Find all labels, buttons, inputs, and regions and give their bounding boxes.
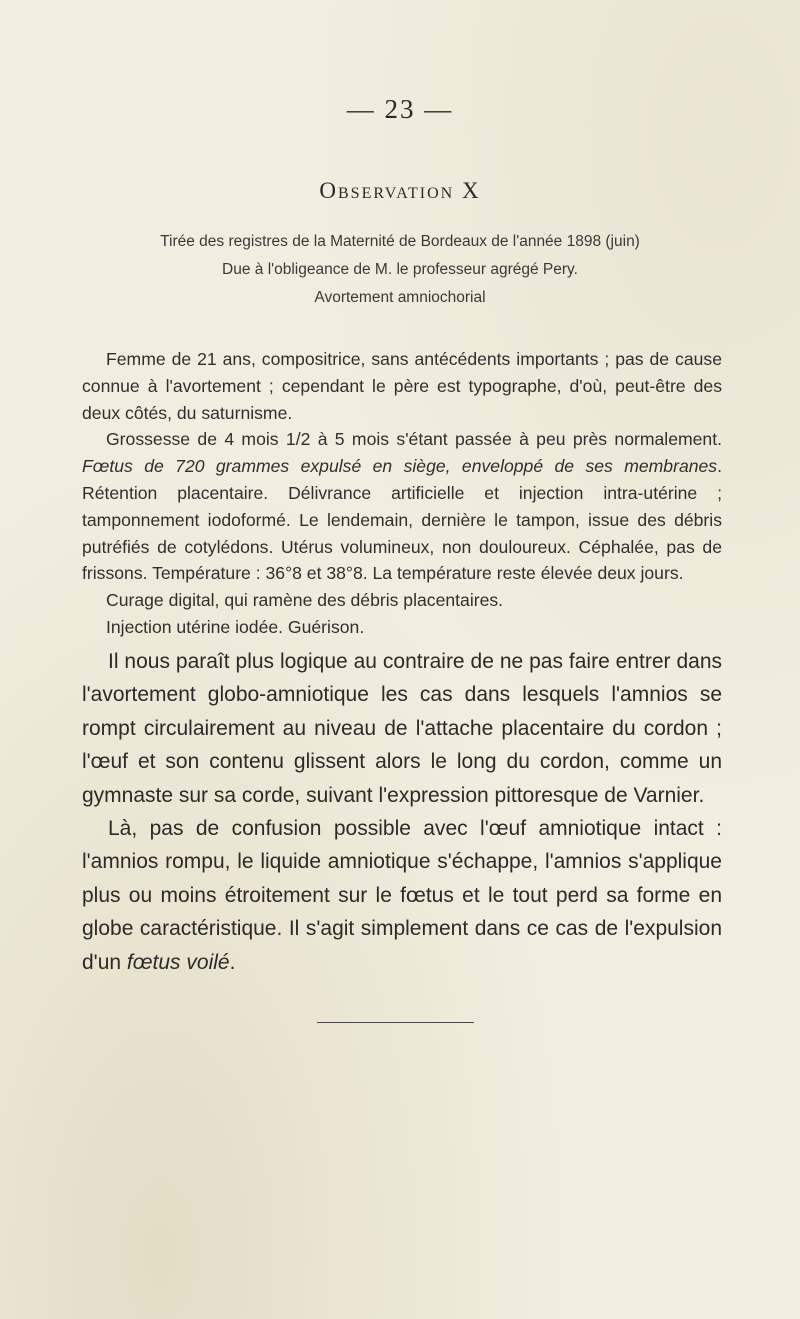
observation-credit: Due à l'obligeance de M. le professeur agrégé Pery. [222, 261, 578, 278]
case-paragraph-outcome: Injection utérine iodée. Guérison. [106, 616, 365, 637]
observation-title: Observation X [319, 178, 481, 203]
case-report [82, 346, 722, 641]
page-number: — 23 — [346, 94, 454, 124]
case-course-emphasis: Fœtus de 720 grammes expulsé en siège, enveloppé de ses membranes [82, 456, 718, 477]
commentary-text: Là, pas de confusion possible avec l'œuf amniotique intact : l'amnios rompu, le liquide amniotique s'échappe, l'amnios s'applique plus ou moins étroitement sur le fœtus et le tout perd sa forme en globe caractéristique. Il s'agit simplement dans ce cas de l'expulsion d'un [82, 817, 722, 974]
case-paragraph-patient: Femme de 21 ans, compositrice, sans antécédents importants ; pas de cause connue à l'avortement ; cependant le père est typographe, d'où, peut-être des deux côtés, du saturnisme. [82, 349, 722, 423]
observation-type: Avortement amniochorial [314, 289, 486, 306]
commentary-emphasis: fœtus voilé [126, 950, 230, 974]
commentary-paragraph-1: Il nous paraît plus logique au contraire de ne pas faire entrer dans l'avortement globo-amniotique les cas dans lesquels l'amnios se rompt circulairement au niveau de l'attache placentaire du cordon ; l'œuf et son contenu glissent alors le long du cordon, comme un gymnaste sur sa corde, suivant l'expression pittoresque de Varnier. [82, 650, 722, 807]
observation-source: Tirée des registres de la Maternité de Bordeaux de l'année 1898 (juin) [160, 233, 640, 250]
section-divider [317, 1022, 474, 1023]
commentary [82, 645, 722, 979]
case-paragraph-curettage: Curage digital, qui ramène des débris placentaires. [106, 590, 504, 611]
case-course-text-end: . Rétention placentaire. Délivrance artificielle et injection intra-utérine ; tamponnement iodoformé. Le lendemain, dernière le tampon, issue des débris putréfiés de cotylédons. Utérus volumineux, non douloureux. Céphalée, pas de frissons. Température : 36°8 et 38°8. La température reste élevée deux jours. [82, 456, 722, 584]
case-paragraph-course [82, 426, 722, 587]
commentary-text-end: . [229, 950, 236, 974]
case-course-text: Grossesse de 4 mois 1/2 à 5 mois s'étant passée à peu près normalement. [106, 429, 722, 450]
commentary-paragraph-2 [82, 812, 722, 979]
